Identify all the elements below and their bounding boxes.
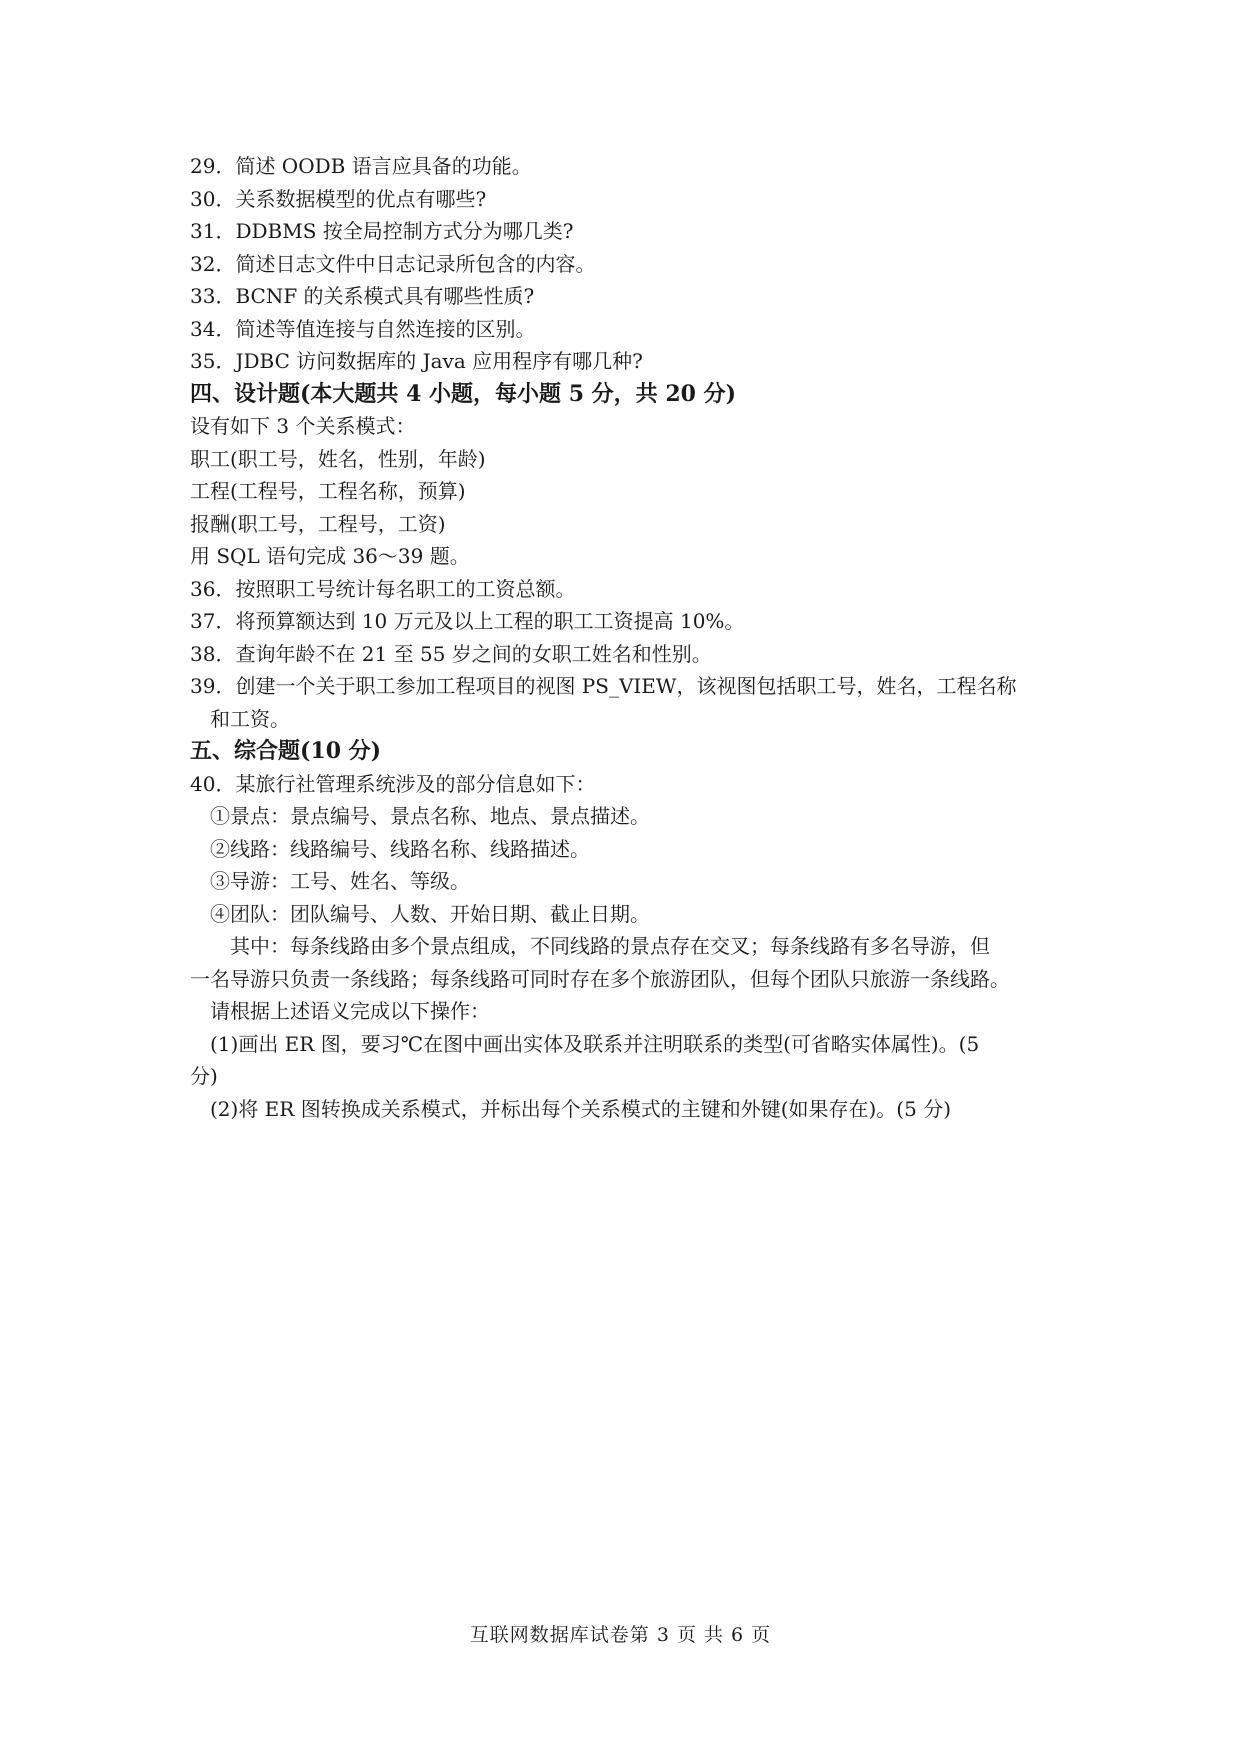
question-39: 39．创建一个关于职工参加工程项目的视图 PS_VIEW，该视图包括职工号，姓名，工程名称 xyxy=(190,674,1017,698)
entity-routes: ②线路：线路编号、线路名称、线路描述。 xyxy=(210,836,590,861)
task-2: (2)将 ER 图转换成关系模式，并标出每个关系模式的主键和外键(如果存在)。(5 分) xyxy=(210,1096,951,1121)
question-36: 36．按照职工号统计每名职工的工资总额。 xyxy=(190,576,576,601)
entity-attractions: ①景点：景点编号、景点名称、地点、景点描述。 xyxy=(210,804,650,828)
section-comprehensive-heading: 五、综合题(10 分) xyxy=(190,738,382,764)
short-answer-questions xyxy=(190,150,1090,378)
question-31: 31．DDBMS 按全局控制方式分为哪几类? xyxy=(190,219,574,243)
task-1-continued: 分) xyxy=(190,1064,218,1088)
question-38: 38．查询年龄不在 21 至 55 岁之间的女职工姓名和性别。 xyxy=(190,641,712,666)
semantics-paragraph-continued: 一名导游只负责一条线路；每条线路可同时存在多个旅游团队，但每个团队只旅游一条线路。 xyxy=(190,966,1010,991)
page-content xyxy=(190,150,1090,1125)
entity-guides: ③导游：工号、姓名、等级。 xyxy=(210,869,470,893)
schema-intro: 设有如下 3 个关系模式： xyxy=(190,414,416,438)
question-33: 33．BCNF 的关系模式具有哪些性质? xyxy=(190,284,535,308)
task-instruction: 请根据上述语义完成以下操作： xyxy=(210,999,490,1023)
question-30: 30．关系数据模型的优点有哪些? xyxy=(190,186,487,211)
question-39-continued: 和工资。 xyxy=(210,706,290,731)
question-40: 40．某旅行社管理系统涉及的部分信息如下： xyxy=(190,771,596,796)
section-comprehensive xyxy=(190,735,1090,1125)
question-34: 34．简述等值连接与自然连接的区别。 xyxy=(190,316,536,341)
semantics-paragraph: 其中：每条线路由多个景点组成，不同线路的景点存在交叉；每条线路有多名导游，但 xyxy=(230,934,990,958)
entity-groups: ④团队：团队编号、人数、开始日期、截止日期。 xyxy=(210,901,650,926)
schema-salary: 报酬(职工号，工程号，工资) xyxy=(190,511,446,536)
page-footer: 互联网数据库试卷第 3 页 共 6 页 xyxy=(469,1624,772,1646)
task-1: (1)画出 ER 图，要习℃在图中画出实体及联系并注明联系的类型(可省略实体属性)。(5 xyxy=(210,1031,980,1056)
schema-project: 工程(工程号，工程名称，预算) xyxy=(190,479,466,503)
section-design xyxy=(190,378,1090,736)
schema-employee: 职工(职工号，姓名，性别，年龄) xyxy=(190,446,486,471)
question-37: 37．将预算额达到 10 万元及以上工程的职工工资提高 10%。 xyxy=(190,609,745,633)
sql-instruction: 用 SQL 语句完成 36～39 题。 xyxy=(190,544,470,568)
question-32: 32．简述日志文件中日志记录所包含的内容。 xyxy=(190,251,596,276)
question-35: 35．JDBC 访问数据库的 Java 应用程序有哪几种? xyxy=(190,349,643,373)
question-29: 29．简述 OODB 语言应具备的功能。 xyxy=(190,154,532,178)
section-design-heading: 四、设计题(本大题共 4 小题，每小题 5 分，共 20 分) xyxy=(190,380,737,407)
